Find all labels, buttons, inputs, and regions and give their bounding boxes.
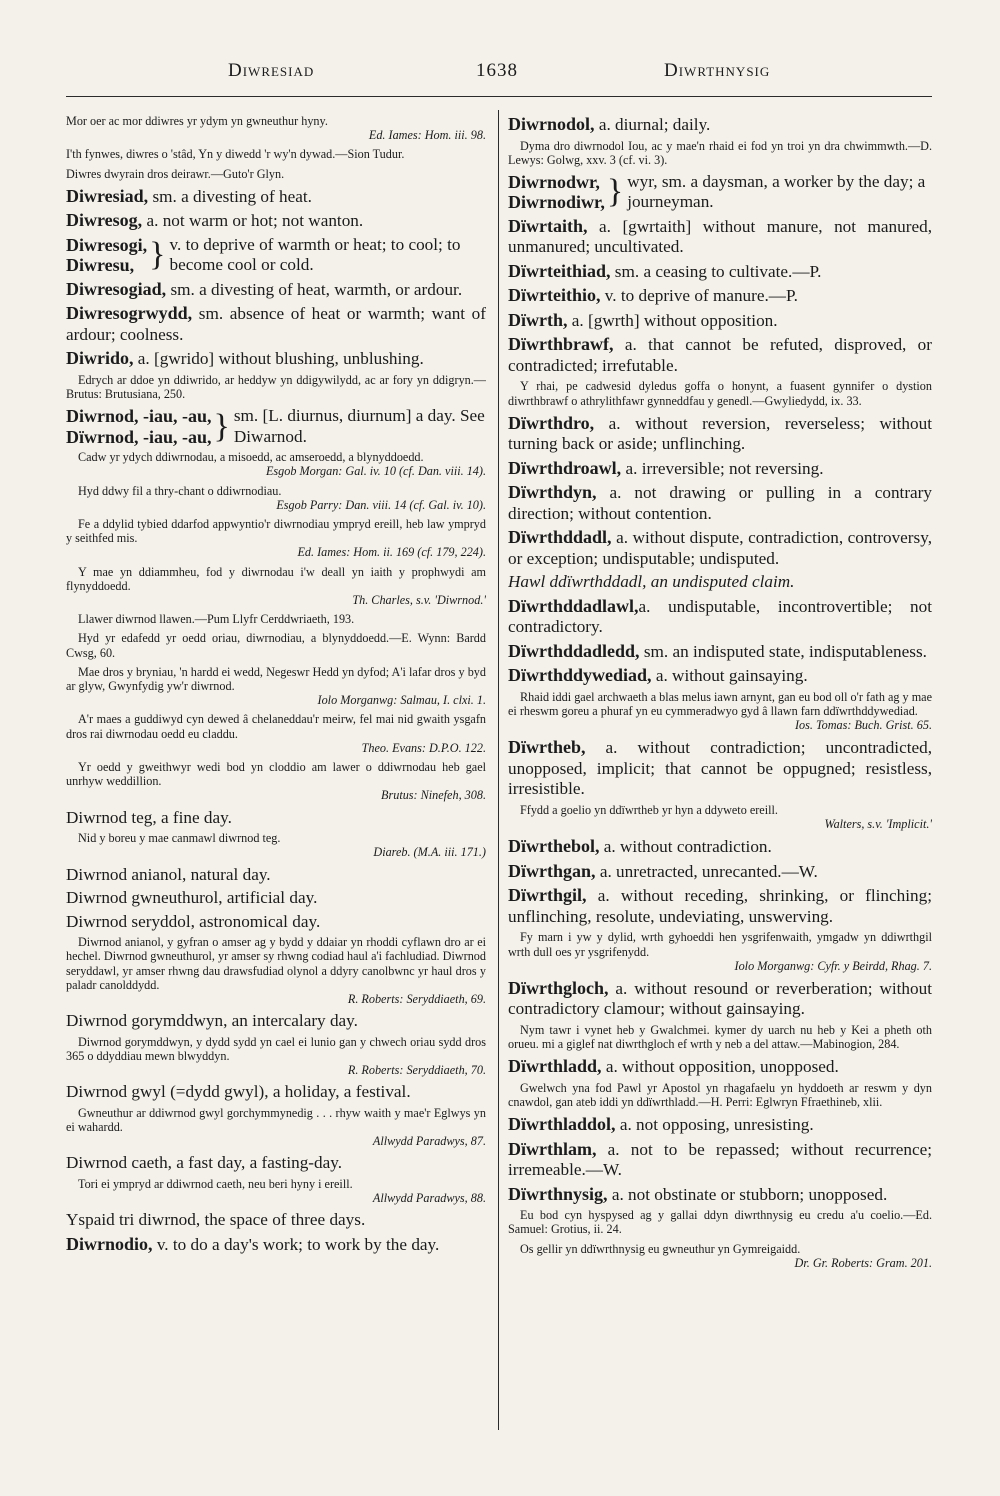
dictionary-entry: Dïwrthddywediad, a. without gainsaying. — [508, 665, 808, 686]
example: A'r maes a guddiwyd cyn dewed â chelaneddau'r meirw, fel mai nid gwaith ysgafn dros rai diwrnodau oedd eu claddu. Theo. Evans: D.P.O. 122. — [66, 712, 486, 755]
dictionary-entry: Dïwrthddadl, a. without dispute, contradiction, controversy, or exception; undisputable; undisputed. — [508, 527, 932, 568]
dictionary-entry: Dïwrthlam, a. not to be repassed; without recurrence; irremeable.—W. — [508, 1138, 932, 1180]
sub-entry: Diwrnod gwyl (=dydd gwyl), a holiday, a festival. — [66, 1082, 411, 1102]
dictionary-entry-pair: Diwrnodwr, Diwrnodiwr, } wyr, sm. a daysman, a worker by the day; a journeyman. — [508, 171, 926, 213]
dictionary-entry: Dïwrthebol, a. without contradiction. — [508, 836, 772, 857]
example: Fe a ddylid tybied ddarfod appwyntio'r diwrnodiau ympryd ereill, heb law ympryd y seithfed mis. Ed. Iames: Hom. ii. 169 (cf. 179, 224). — [66, 517, 486, 560]
page-number: 1638 — [476, 60, 518, 81]
sub-entry: Diwrnod teg, a fine day. — [66, 807, 232, 827]
example: Rhaid iddi gael archwaeth a blas melus iawn arnynt, gan eu bod oll o'r fath ag y mae ei rheswm goreu a phuraf yn eu cymmeradwyo gyd â llawn farn ddïwrthddywediad. Ios. Tomas: Buch. Grist. 65. — [508, 689, 932, 733]
example: Dyma dro diwrnodol Iou, ac y mae'n rhaid ei fod yn troi yn dra chwimmwth.—D. Lewys: Golwg, xxv. 3 (cf. vi. 3). — [508, 138, 932, 167]
left-column — [66, 114, 486, 1444]
example: I'th fynwes, diwres o 'stâd, Yn y diwedd 'r wy'n dywad.—Sion Tudur. — [66, 147, 405, 162]
header-rule — [66, 96, 932, 97]
dictionary-entry: Diwresiad, sm. a divesting of heat. — [66, 185, 312, 206]
sub-entry: Diwrnod gwneuthurol, artificial day. — [66, 888, 318, 908]
dictionary-entry: Diwrnodol, a. diurnal; daily. — [508, 114, 711, 134]
dictionary-entry: Dïwrthnysig, a. not obstinate or stubborn; unopposed. — [508, 1183, 888, 1204]
dictionary-entry: Dïwrthgan, a. unretracted, unrecanted.—W. — [508, 860, 818, 881]
dictionary-entry: Diwresogrwydd, sm. absence of heat or warmth; want of ardour; coolness. — [66, 303, 486, 344]
dictionary-entry: Dïwrth, a. [gwrth] without opposition. — [508, 309, 778, 330]
sub-entry: Diwrnod anianol, natural day. — [66, 864, 271, 884]
example: Hyd yr edafedd yr oedd oriau, diwrnodiau, a blynyddoedd.—E. Wynn: Bardd Cwsg, 60. — [66, 631, 486, 660]
dictionary-entry: Dïwrthbrawf, a. that cannot be refuted, disproved, or contradicted; irrefutable. — [508, 334, 932, 375]
dictionary-entry: Dïwrthdro, a. without reversion, reverseless; without turning back or aside; unflinching. — [508, 412, 932, 454]
sub-entry: Diwrnod caeth, a fast day, a fasting-day. — [66, 1153, 343, 1173]
example: Y mae yn ddiammheu, fod y diwrnodau i'w deall yn iaith y prophwydi am flynyddoedd. Th. Charles, s.v. 'Diwrnod.' — [66, 564, 486, 608]
example: Tori ei ympryd ar ddiwrnod caeth, neu beri hyny i ereill. Allwydd Paradwys, 88. — [78, 1176, 486, 1206]
dictionary-entry: Diwrido, a. [gwrido] without blushing, unblushing. — [66, 348, 424, 369]
example: Hyd ddwy fil a thry-chant o ddiwrnodiau. Esgob Parry: Dan. viii. 14 (cf. Gal. iv. 10). — [78, 483, 486, 512]
example: Nid y boreu y mae canmawl diwrnod teg. Diareb. (M.A. iii. 171.) — [78, 831, 486, 860]
dictionary-entry: Dïwrteithio, v. to deprive of manure.—P. — [508, 285, 798, 306]
dictionary-entry: Dïwrthdyn, a. not drawing or pulling in a contrary direction; without contention. — [508, 482, 932, 523]
dictionary-entry: Dïwrthddadledd, sm. an indisputed state, indisputableness. — [508, 640, 927, 661]
dictionary-entry: Dïwrteithiad, sm. a ceasing to cultivate.—P. — [508, 260, 822, 281]
example: Gwneuthur ar ddiwrnod gwyl gorchymmynedig . . . rhyw waith y mae'r Eglwys yn ei wahardd. Allwydd Paradwys, 87. — [66, 1105, 486, 1149]
example: Edrych ar ddoe yn ddiwrido, ar heddyw yn ddigywilydd, ac ar fory yn ddigryn.—Brutus: Brutusiana, 250. — [66, 372, 486, 402]
example: Mor oer ac mor ddiwres yr ydym yn gwneuthur hyny. Ed. Iames: Hom. iii. 98. — [66, 114, 486, 143]
dictionary-entry: Dïwrthgloch, a. without resound or reverberation; without contradictory clamour; without gainsaying. — [508, 977, 932, 1019]
dictionary-entry: Diwresogiad, sm. a divesting of heat, warmth, or ardour. — [66, 278, 463, 299]
example: Y rhai, pe cadwesid dyledus goffa o honynt, a fuasent gynnifer o dystion diwrthbrawf o athrylithfawr gynneddfau y genedl.—Gwyliedydd, ix. 33. — [508, 379, 932, 408]
example: Diwrnod anianol, y gyfran o amser ag y bydd y ddaiar yn rhoddi cyflawn dro ar ei hechel. Diwrnod gwneuthurol, yr amser sy rhwng codiad haul a'i fachludiad. Diwrnod seryddawl, yr amser rhwng dau drawsfudiad olynol a ddyry canolbwnc yr haul dros y paladr canolddydd. R. Roberts: Seryddiaeth, 69. — [66, 935, 486, 1006]
example: Gwelwch yna fod Pawl yr Apostol yn rhagafaelu yn hyddoeth ar reswm y dyn cnawdol, gan ateb iddi yn ddïwrthladd.—H. Perri: Eglwryn Ffraethineb, xlii. — [508, 1080, 932, 1110]
right-column — [508, 114, 932, 1444]
example: Eu bod cyn hyspysed ag y gallai ddyn diwrthnysig eu credu a'u coelio.—Ed. Samuel: Grotius, ii. 24. — [508, 1208, 932, 1237]
example: Ffydd a goelio yn ddïwrtheb yr hyn a ddyweto ereill. Walters, s.v. 'Implicit.' — [520, 802, 932, 832]
example: Diwres dwyrain dros deirawr.—Guto'r Glyn. — [66, 166, 285, 181]
example: Os gellir yn ddïwrthnysig eu gwneuthur yn Gymreigaidd. Dr. Gr. Roberts: Gram. 201. — [520, 1241, 932, 1270]
sub-entry: Diwrnod seryddol, astronomical day. — [66, 911, 321, 931]
example: Mae dros y bryniau, 'n hardd ei wedd, Negeswr Hedd yn dyfod; A'i lafar dros y byd ar glyw, Gwynfydig yw'r diwrnod. Iolo Morganwg: Salmau, I. clxi. 1. — [66, 664, 486, 708]
dictionary-entry: Diwrnodio, v. to do a day's work; to work by the day. — [66, 1233, 440, 1254]
sub-entry: Diwrnod gorymddwyn, an intercalary day. — [66, 1011, 358, 1031]
example: Fy marn i yw y dylid, wrth gyhoeddi hen ysgrifenwaith, ymgadw yn ddiwrthgil wrth dull oes yr ysgrifenydd. Iolo Morganwg: Cyfr. y Beirdd, Rhag. 7. — [508, 930, 932, 973]
dictionary-entry: Diwresog, a. not warm or hot; not wanton. — [66, 210, 364, 231]
example: Yr oedd y gweithwyr wedi bod yn cloddio am lawer o ddiwrnodau heb gael unrhyw weddillion. Brutus: Ninefeh, 308. — [66, 760, 486, 803]
example: Cadw yr ydych ddiwrnodau, a misoedd, ac amseroedd, a blynyddoedd. Esgob Morgan: Gal. iv. 10 (cf. Dan. viii. 14). — [78, 450, 486, 479]
sub-entry: Hawl ddïwrthddadl, an undisputed claim. — [508, 572, 795, 592]
example: Nym tawr i vynet heb y Gwalchmei. kymer dy uarch nu heb y Kei a pheth oth orueu. mi a giglef nat diwrthgloch ef wrth y neb a del attaw.—Mabinogion, 284. — [508, 1022, 932, 1052]
dictionary-entry-pair: Diwrnod, -iau, -au, Dïwrnod, -iau, -au, } sm. [L. diurnus, diurnum] a day. See Diwarnod. — [66, 406, 485, 447]
example: Diwrnod gorymddwyn, y dydd sydd yn cael ei lunio gan y chwech oriau sydd dros 365 o ddyddiau mewn blwyddyn. R. Roberts: Seryddiaeth, 70. — [66, 1034, 486, 1078]
example: Llawer diwrnod llawen.—Pum Llyfr Cerddwriaeth, 193. — [78, 612, 355, 627]
dictionary-entry: Dïwrthgil, a. without receding, shrinking, or flinching; unflinching, resolute, undeviating, unswerving. — [508, 885, 932, 926]
dictionary-entry: Dïwrtheb, a. without contradiction; uncontradicted, unopposed, implicit; that cannot be oppugned; resistless, irresistible. — [508, 737, 932, 799]
dictionary-entry: Dïwrthladd, a. without opposition, unopposed. — [508, 1056, 839, 1077]
dictionary-entry-pair: Diwresogi, Diwresu, } v. to deprive of warmth or heat; to cool; to become cool or cold. — [66, 234, 461, 276]
dictionary-entry: Dïwrtaith, a. [gwrtaith] without manure, not manured, unmanured; uncultivated. — [508, 215, 932, 257]
header-left-guideword: Diwresiad — [228, 60, 315, 81]
column-divider — [498, 110, 499, 1430]
running-header — [0, 60, 1000, 90]
dictionary-entry: Dïwrthladdol, a. not opposing, unresisting. — [508, 1114, 814, 1135]
dictionary-entry: Dïwrthdroawl, a. irreversible; not reversing. — [508, 457, 824, 478]
dictionary-entry: Dïwrthddadlawl,a. undisputable, incontrovertible; not contradictory. — [508, 595, 932, 637]
header-right-guideword: Diwrthnysig — [664, 60, 771, 81]
sub-entry: Yspaid tri diwrnod, the space of three days. — [66, 1210, 366, 1230]
